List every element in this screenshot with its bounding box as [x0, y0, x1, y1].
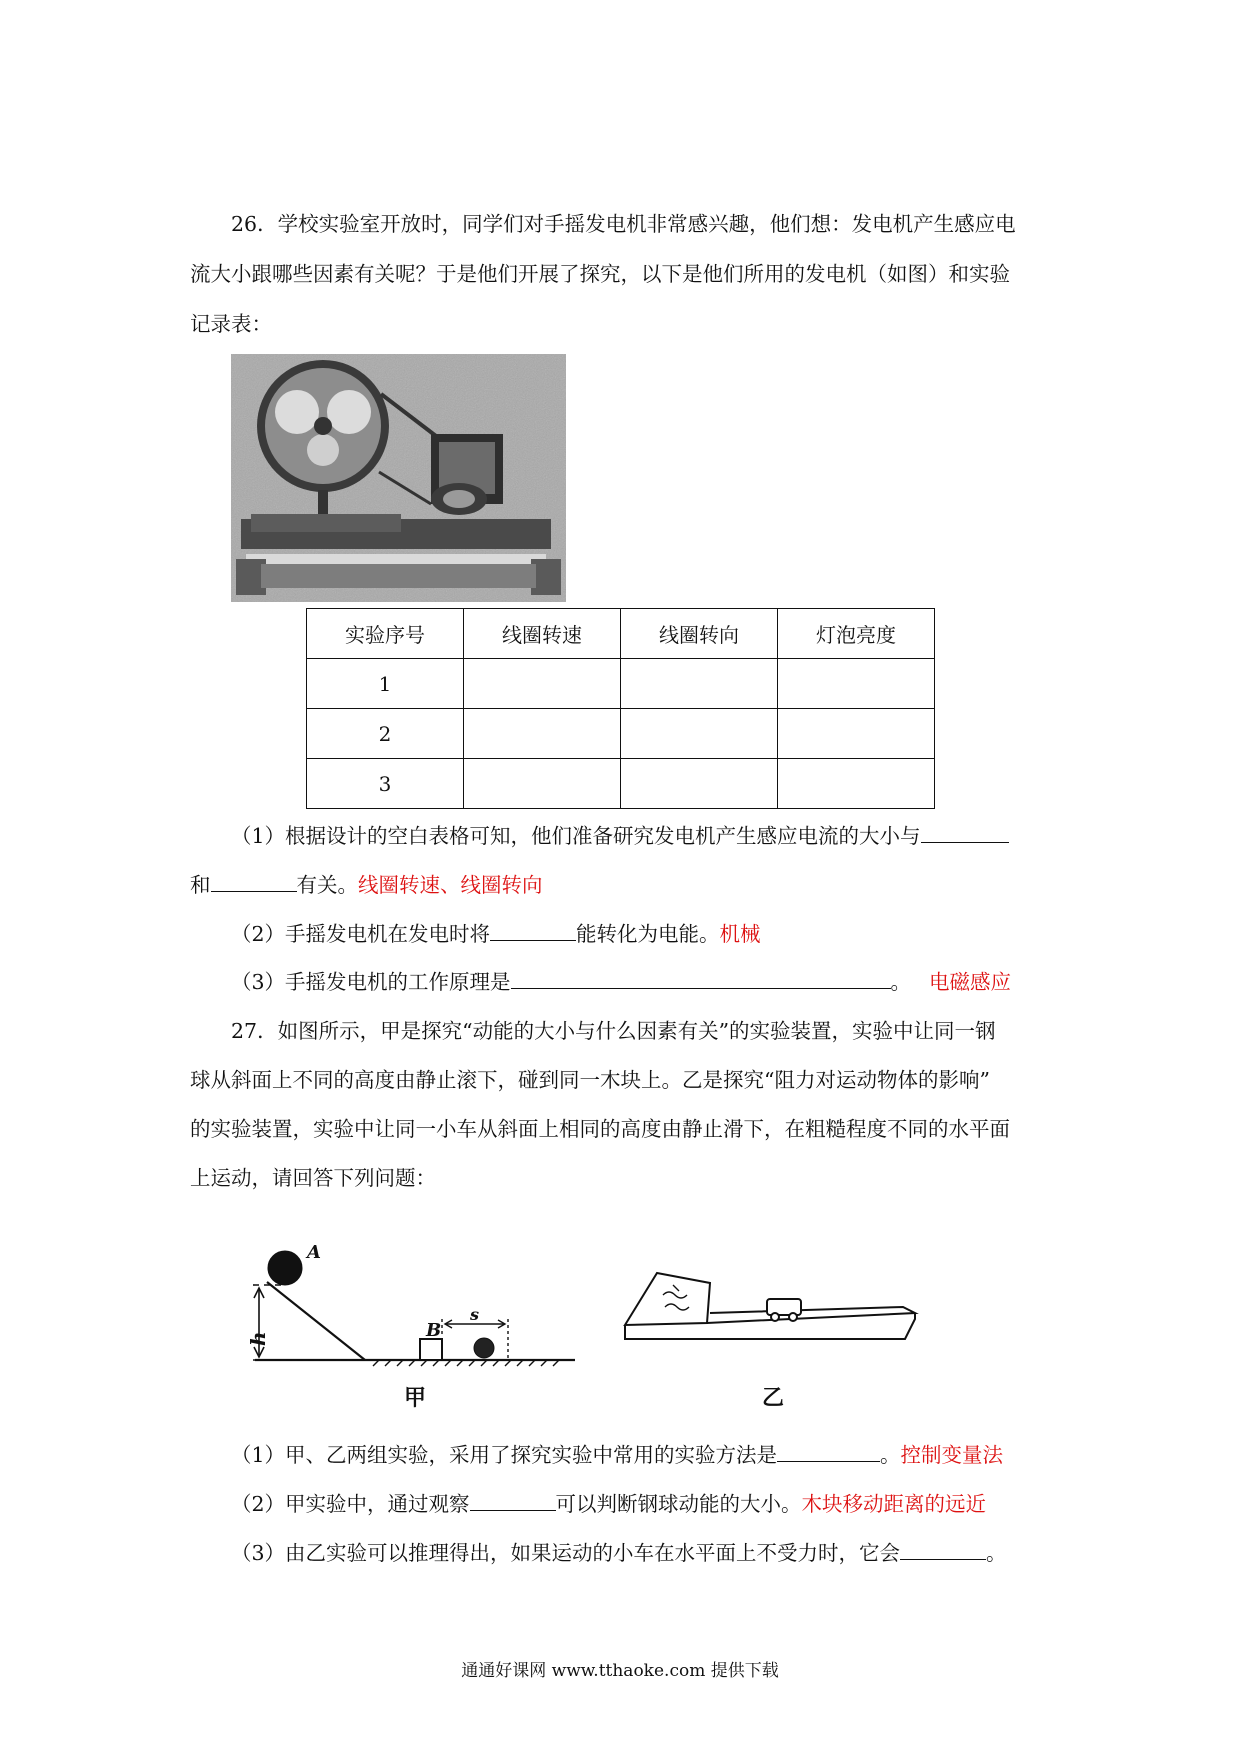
answer-blank: [777, 1441, 880, 1462]
q26-part3-text-end: 。: [890, 970, 912, 994]
cart-wheel: [771, 1313, 779, 1321]
table-cell: 2: [307, 709, 464, 759]
page-footer: 通通好课网 www.tthaoke.com 提供下载: [461, 1661, 779, 1681]
table-cell: [778, 759, 935, 809]
q26-stem-line1: 26．学校实验室开放时，同学们对手摇发电机非常感兴趣，他们想：发电机产生感应电: [231, 212, 1016, 236]
q27-part3: [231, 1538, 1007, 1568]
q26-part3: [231, 967, 1011, 997]
answer-blank: [511, 968, 891, 989]
table-cell: [621, 659, 778, 709]
table-cell: [464, 709, 621, 759]
table-cell: [778, 659, 935, 709]
table-cell: [464, 659, 621, 709]
figure-jia-kinetic-energy: [245, 1240, 585, 1410]
moved-block-sketch: [474, 1338, 494, 1358]
q27-stem-line1: 27．如图所示，甲是探究“动能的大小与什么因素有关”的实验装置，实验中让同一钢: [231, 1019, 996, 1043]
q27-stem-line2: 球从斜面上不同的高度由静止滚下，碰到同一木块上。乙是探究“阻力对运动物体的影响”: [190, 1068, 990, 1092]
q27-part3-text: （3）由乙实验可以推理得出，如果运动的小车在水平面上不受力时，它会: [231, 1541, 901, 1565]
answer-blank: [490, 920, 576, 941]
label-b: B: [426, 1320, 442, 1341]
table-row: [307, 759, 935, 809]
table-cell: 3: [307, 759, 464, 809]
table-cell: [464, 759, 621, 809]
answer-blank: [211, 871, 297, 892]
table-cell: [621, 759, 778, 809]
label-s: s: [470, 1305, 480, 1324]
q27-part1: [231, 1440, 1003, 1470]
answer-blank: [921, 822, 1009, 843]
wood-block-b: [420, 1339, 442, 1360]
q27-part2-text: （2）甲实验中，通过观察: [231, 1492, 470, 1516]
q26-part1-line2: [190, 870, 543, 900]
q26-stem-line3: 记录表：: [190, 312, 272, 336]
q27-part2: [231, 1489, 986, 1519]
q27-stem-line4: 上运动，请回答下列问题：: [190, 1166, 436, 1190]
table-header-row: [307, 609, 935, 659]
label-a: A: [307, 1242, 321, 1263]
experiment-record-table: [306, 608, 935, 809]
table-row: [307, 659, 935, 709]
q27-part1-text: （1）甲、乙两组实验，采用了探究实验中常用的实验方法是: [231, 1443, 778, 1467]
q26-part2-text: （2）手摇发电机在发电时将: [231, 922, 491, 946]
table-header-cell: 实验序号: [307, 609, 464, 659]
q27-stem-line3: 的实验装置，实验中让同一小车从斜面上相同的高度由静止滑下，在粗糙程度不同的水平面: [190, 1117, 1010, 1141]
q26-part1-text-and: 和: [190, 873, 211, 897]
board-top-surface: [707, 1307, 915, 1323]
table-row: [307, 709, 935, 759]
q26-stem-line2: 流大小跟哪些因素有关呢？于是他们开展了探究，以下是他们所用的发电机（如图）和实验: [190, 262, 1010, 286]
label-h: h: [246, 1331, 270, 1346]
table-cell: 1: [307, 659, 464, 709]
q26-part1-text: （1）根据设计的空白表格可知，他们准备研究发电机产生感应电流的大小与: [231, 824, 921, 848]
table-header-cell: 灯泡亮度: [778, 609, 935, 659]
caption-jia: 甲: [403, 1386, 427, 1410]
q27-part1-text-end: 。: [880, 1443, 901, 1467]
table-header-cell: 线圈转向: [621, 609, 778, 659]
answer-blank: [470, 1490, 556, 1511]
q27-part1-answer: 控制变量法: [900, 1443, 1004, 1467]
q27-part2-answer: 木块移动距离的远近: [801, 1492, 987, 1516]
incline-board: [625, 1273, 710, 1325]
table-header-cell: 线圈转速: [464, 609, 621, 659]
cart-wheel: [789, 1313, 797, 1321]
table-cell: [621, 709, 778, 759]
q26-part2-text-end: 能转化为电能。: [576, 922, 720, 946]
q26-part2: [231, 919, 761, 949]
q26-part1-answer: 线圈转速、线圈转向: [358, 873, 543, 897]
hand-generator-photo: [231, 354, 566, 602]
q26-part1-text-end: 有关。: [296, 873, 358, 897]
q27-part3-text-end: 。: [986, 1541, 1007, 1565]
q26-part3-answer: 电磁感应: [929, 970, 1012, 994]
q26-part3-text: （3）手摇发电机的工作原理是: [231, 970, 511, 994]
figure-yi-resistance: [615, 1255, 930, 1415]
caption-yi: 乙: [761, 1386, 785, 1411]
table-cell: [778, 709, 935, 759]
q27-part2-text-end: 可以判断钢球动能的大小。: [555, 1492, 802, 1516]
ramp: [267, 1282, 365, 1360]
q26-part1-line1: [231, 821, 1009, 851]
answer-blank: [900, 1539, 986, 1560]
steel-ball-a: [268, 1251, 302, 1285]
cart: [767, 1299, 801, 1315]
q26-part2-answer: 机械: [719, 922, 761, 946]
